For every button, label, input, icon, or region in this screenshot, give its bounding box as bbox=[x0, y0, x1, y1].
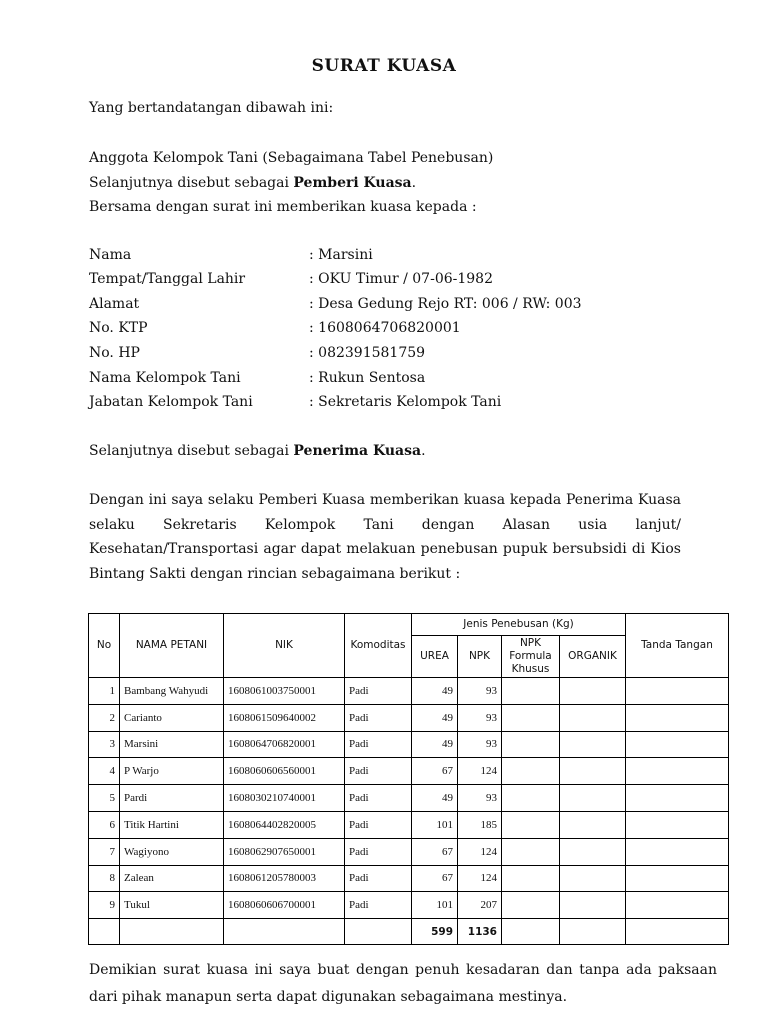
recipient-line bbox=[89, 443, 426, 459]
cell-urea: 49 bbox=[412, 731, 458, 758]
field-label: No. KTP bbox=[89, 320, 148, 336]
grantor-role: Pemberi Kuasa bbox=[293, 175, 412, 191]
cell-signature bbox=[626, 785, 729, 812]
field-label: Jabatan Kelompok Tani bbox=[89, 394, 253, 410]
cell-npk: 124 bbox=[458, 865, 502, 892]
total-empty bbox=[626, 919, 729, 945]
cell-nik: 1608061205780003 bbox=[224, 865, 345, 892]
table-row bbox=[89, 892, 729, 919]
header-tanda-tangan: Tanda Tangan bbox=[626, 614, 729, 678]
cell-npk-formula bbox=[502, 838, 560, 865]
cell-npk: 207 bbox=[458, 892, 502, 919]
cell-komoditas: Padi bbox=[345, 811, 412, 838]
field-value: : Sekretaris Kelompok Tani bbox=[309, 394, 502, 410]
cell-organik bbox=[560, 838, 626, 865]
field-value: : 082391581759 bbox=[309, 345, 426, 361]
cell-no: 7 bbox=[89, 838, 120, 865]
field-value: : Desa Gedung Rejo RT: 006 / RW: 003 bbox=[309, 296, 582, 312]
header-komoditas: Komoditas bbox=[345, 614, 412, 678]
intro-line: Yang bertandatangan dibawah ini: bbox=[89, 100, 334, 116]
field-value: : 1608064706820001 bbox=[309, 320, 461, 336]
field-value: : Rukun Sentosa bbox=[309, 370, 426, 386]
cell-organik bbox=[560, 678, 626, 705]
cell-nama: Zalean bbox=[120, 865, 224, 892]
header-urea: UREA bbox=[412, 636, 458, 678]
document-title: SURAT KUASA bbox=[311, 56, 457, 76]
table-row bbox=[89, 865, 729, 892]
total-empty bbox=[502, 919, 560, 945]
field-alamat bbox=[89, 296, 582, 312]
cell-komoditas: Padi bbox=[345, 758, 412, 785]
total-npk: 1136 bbox=[458, 919, 502, 945]
total-empty bbox=[120, 919, 224, 945]
cell-no: 6 bbox=[89, 811, 120, 838]
cell-no: 1 bbox=[89, 678, 120, 705]
cell-nik: 1608061509640002 bbox=[224, 704, 345, 731]
header-organik: ORGANIK bbox=[560, 636, 626, 678]
cell-urea: 101 bbox=[412, 811, 458, 838]
cell-urea: 67 bbox=[412, 865, 458, 892]
cell-komoditas: Padi bbox=[345, 892, 412, 919]
cell-npk: 124 bbox=[458, 758, 502, 785]
field-ttl bbox=[89, 271, 493, 287]
cell-npk-formula bbox=[502, 811, 560, 838]
cell-organik bbox=[560, 892, 626, 919]
cell-npk: 185 bbox=[458, 811, 502, 838]
cell-komoditas: Padi bbox=[345, 678, 412, 705]
cell-signature bbox=[626, 758, 729, 785]
header-nik: NIK bbox=[224, 614, 345, 678]
cell-nama: Tukul bbox=[120, 892, 224, 919]
header-npk: NPK bbox=[458, 636, 502, 678]
cell-nama: Pardi bbox=[120, 785, 224, 812]
recipient-role: Penerima Kuasa bbox=[293, 443, 422, 459]
cell-organik bbox=[560, 704, 626, 731]
cell-nik: 1608061003750001 bbox=[224, 678, 345, 705]
grantor-suffix: . bbox=[411, 175, 417, 191]
recipient-suffix: . bbox=[421, 443, 426, 459]
total-empty bbox=[89, 919, 120, 945]
cell-no: 4 bbox=[89, 758, 120, 785]
total-empty bbox=[345, 919, 412, 945]
total-empty bbox=[224, 919, 345, 945]
cell-npk: 124 bbox=[458, 838, 502, 865]
totals-row bbox=[89, 919, 729, 945]
body-paragraph: Dengan ini saya selaku Pemberi Kuasa memberikan kuasa kepada Penerima Kuasa selaku Sekretaris Kelompok Tani dengan Alasan usia lanjut/ Kesehatan/Transportasi agar dapat melakuan penebusan pupuk bersubsidi di Kios Bintang Sakti dengan rincian sebagaimana berikut : bbox=[89, 492, 681, 582]
header-nama-petani: NAMA PETANI bbox=[120, 614, 224, 678]
cell-urea: 67 bbox=[412, 838, 458, 865]
field-value: : Marsini bbox=[309, 247, 373, 263]
cell-nik: 1608062907650001 bbox=[224, 838, 345, 865]
cell-no: 5 bbox=[89, 785, 120, 812]
field-value: : OKU Timur / 07-06-1982 bbox=[309, 271, 493, 287]
field-label: Tempat/Tanggal Lahir bbox=[89, 271, 246, 287]
cell-urea: 49 bbox=[412, 785, 458, 812]
cell-urea: 67 bbox=[412, 758, 458, 785]
cell-nama: P Warjo bbox=[120, 758, 224, 785]
cell-signature bbox=[626, 838, 729, 865]
cell-urea: 49 bbox=[412, 704, 458, 731]
field-kelompok bbox=[89, 370, 425, 386]
cell-nama: Wagiyono bbox=[120, 838, 224, 865]
cell-nik: 1608030210740001 bbox=[224, 785, 345, 812]
grantor-prefix: Selanjutnya disebut sebagai bbox=[89, 175, 294, 191]
cell-npk-formula bbox=[502, 678, 560, 705]
field-jabatan bbox=[89, 394, 501, 410]
field-label: Nama Kelompok Tani bbox=[89, 370, 241, 386]
cell-npk-formula bbox=[502, 865, 560, 892]
cell-nik: 1608060606560001 bbox=[224, 758, 345, 785]
cell-signature bbox=[626, 678, 729, 705]
table-row bbox=[89, 678, 729, 705]
field-nama bbox=[89, 247, 373, 263]
field-label: Alamat bbox=[89, 296, 140, 312]
cell-organik bbox=[560, 758, 626, 785]
cell-no: 8 bbox=[89, 865, 120, 892]
header-no: No bbox=[89, 614, 120, 678]
total-urea: 599 bbox=[412, 919, 458, 945]
cell-no: 2 bbox=[89, 704, 120, 731]
field-hp bbox=[89, 345, 425, 361]
cell-npk-formula bbox=[502, 892, 560, 919]
cell-no: 9 bbox=[89, 892, 120, 919]
field-ktp bbox=[89, 320, 461, 336]
cell-nama: Carianto bbox=[120, 704, 224, 731]
cell-signature bbox=[626, 865, 729, 892]
cell-komoditas: Padi bbox=[345, 865, 412, 892]
grantor-line-2 bbox=[89, 175, 416, 191]
table-row bbox=[89, 785, 729, 812]
field-label: No. HP bbox=[89, 345, 140, 361]
cell-urea: 101 bbox=[412, 892, 458, 919]
cell-npk-formula bbox=[502, 704, 560, 731]
table-row bbox=[89, 731, 729, 758]
header-npk-formula: NPK Formula Khusus bbox=[502, 636, 560, 678]
cell-npk: 93 bbox=[458, 785, 502, 812]
cell-signature bbox=[626, 892, 729, 919]
closing-paragraph: Demikian surat kuasa ini saya buat dengan penuh kesadaran dan tanpa ada paksaan dari pihak manapun serta dapat digunakan sebagaimana mestinya. bbox=[89, 962, 717, 1005]
cell-urea: 49 bbox=[412, 678, 458, 705]
grantor-line-3: Bersama dengan surat ini memberikan kuasa kepada : bbox=[89, 199, 477, 215]
cell-nik: 1608064706820001 bbox=[224, 731, 345, 758]
grantor-line-1: Anggota Kelompok Tani (Sebagaimana Tabel Penebusan) bbox=[89, 150, 494, 166]
redemption-table bbox=[88, 613, 729, 945]
cell-npk-formula bbox=[502, 731, 560, 758]
cell-npk-formula bbox=[502, 785, 560, 812]
cell-organik bbox=[560, 865, 626, 892]
cell-nama: Titik Hartini bbox=[120, 811, 224, 838]
cell-npk-formula bbox=[502, 758, 560, 785]
table-row bbox=[89, 838, 729, 865]
cell-komoditas: Padi bbox=[345, 785, 412, 812]
cell-nama: Bambang Wahyudi bbox=[120, 678, 224, 705]
cell-komoditas: Padi bbox=[345, 838, 412, 865]
cell-no: 3 bbox=[89, 731, 120, 758]
cell-komoditas: Padi bbox=[345, 731, 412, 758]
cell-nik: 1608064402820005 bbox=[224, 811, 345, 838]
cell-organik bbox=[560, 731, 626, 758]
total-empty bbox=[560, 919, 626, 945]
table-row bbox=[89, 811, 729, 838]
recipient-prefix: Selanjutnya disebut sebagai bbox=[89, 443, 294, 459]
cell-signature bbox=[626, 731, 729, 758]
table-row bbox=[89, 704, 729, 731]
table-row bbox=[89, 758, 729, 785]
cell-organik bbox=[560, 785, 626, 812]
header-jenis-penebusan: Jenis Penebusan (Kg) bbox=[412, 614, 626, 636]
cell-signature bbox=[626, 811, 729, 838]
cell-npk: 93 bbox=[458, 731, 502, 758]
cell-signature bbox=[626, 704, 729, 731]
cell-npk: 93 bbox=[458, 704, 502, 731]
cell-npk: 93 bbox=[458, 678, 502, 705]
cell-nik: 1608060606700001 bbox=[224, 892, 345, 919]
cell-komoditas: Padi bbox=[345, 704, 412, 731]
cell-organik bbox=[560, 811, 626, 838]
cell-nama: Marsini bbox=[120, 731, 224, 758]
field-label: Nama bbox=[89, 247, 132, 263]
